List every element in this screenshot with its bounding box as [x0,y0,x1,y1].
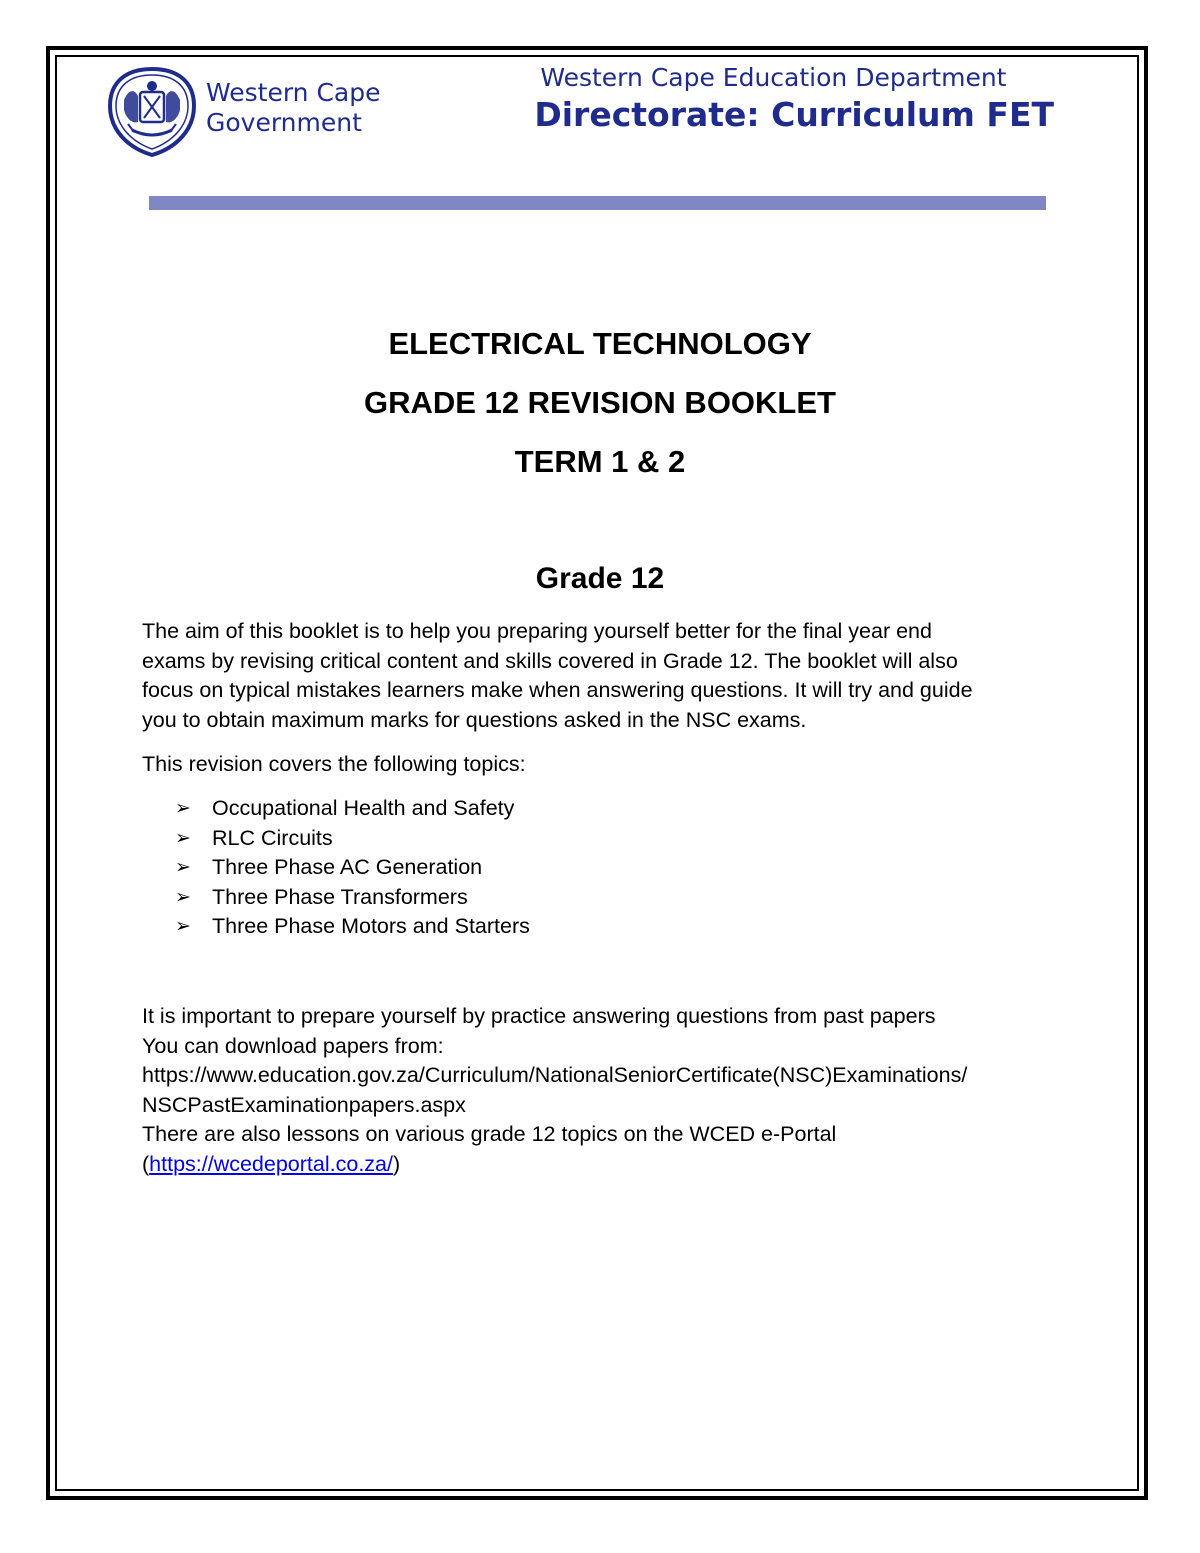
topic-label: Three Phase Transformers [212,884,468,909]
department-header [534,62,1054,136]
intro-line: The aim of this booklet is to help you preparing yourself better for the final year end [142,619,932,643]
eportal-link-line [142,1150,1072,1180]
practice-note: It is important to prepare yourself by practice answering questions from past papers [142,1004,936,1028]
term-title: TERM 1 & 2 [514,444,686,479]
list-item [175,912,530,942]
past-papers-url-line-1: https://www.education.gov.za/Curriculum/NationalSeniorCertificate(NSC)Examinations/ [142,1063,968,1087]
department-name: Western Cape Education Department [540,63,1007,92]
topic-label: Three Phase AC Generation [212,855,483,879]
logo-wordmark [206,78,381,138]
list-item [175,794,530,824]
list-item [175,824,530,854]
header-divider [149,196,1046,210]
intro-line: focus on typical mistakes learners make when answering questions. It will try and guide [142,678,973,702]
eportal-link[interactable]: https://wcedeportal.co.za/ [149,1151,393,1176]
arrow-bullet-icon: ➢ [175,826,191,849]
list-item [175,883,530,913]
close-paren: ) [392,1151,401,1176]
topic-label: RLC Circuits [212,825,333,850]
intro-paragraph [142,617,1072,735]
topic-label: Occupational Health and Safety [212,796,515,820]
intro-line: you to obtain maximum marks for questions asked in the NSC exams. [142,707,807,732]
western-cape-government-logo [104,66,414,158]
booklet-title: GRADE 12 REVISION BOOKLET [364,385,836,420]
arrow-bullet-icon: ➢ [175,797,191,819]
grade-heading: Grade 12 [535,562,665,595]
arrow-bullet-icon: ➢ [175,915,191,937]
list-item [175,853,530,883]
arrow-bullet-icon: ➢ [175,856,191,878]
topic-label: Three Phase Motors and Starters [212,914,530,938]
directorate-name: Directorate: Curriculum FET [534,95,1054,134]
coat-of-arms-icon [104,66,200,158]
logo-line-1: Western Cape [206,78,381,107]
past-papers-url-line-2: NSCPastExaminationpapers.aspx [142,1092,466,1117]
intro-line: exams by revising critical content and skills covered in Grade 12. The booklet will also [142,648,958,673]
arrow-bullet-icon: ➢ [175,885,191,908]
subject-title: ELECTRICAL TECHNOLOGY [388,326,812,361]
logo-line-2: Government [206,108,362,137]
eportal-note: There are also lessons on various grade 12 topics on the WCED e-Portal [142,1122,837,1146]
download-note: You can download papers from: [142,1033,444,1058]
open-paren: ( [142,1151,150,1176]
topics-list [175,794,530,942]
topics-intro: This revision covers the following topics: [142,752,526,776]
resources-paragraph [142,1002,1072,1179]
